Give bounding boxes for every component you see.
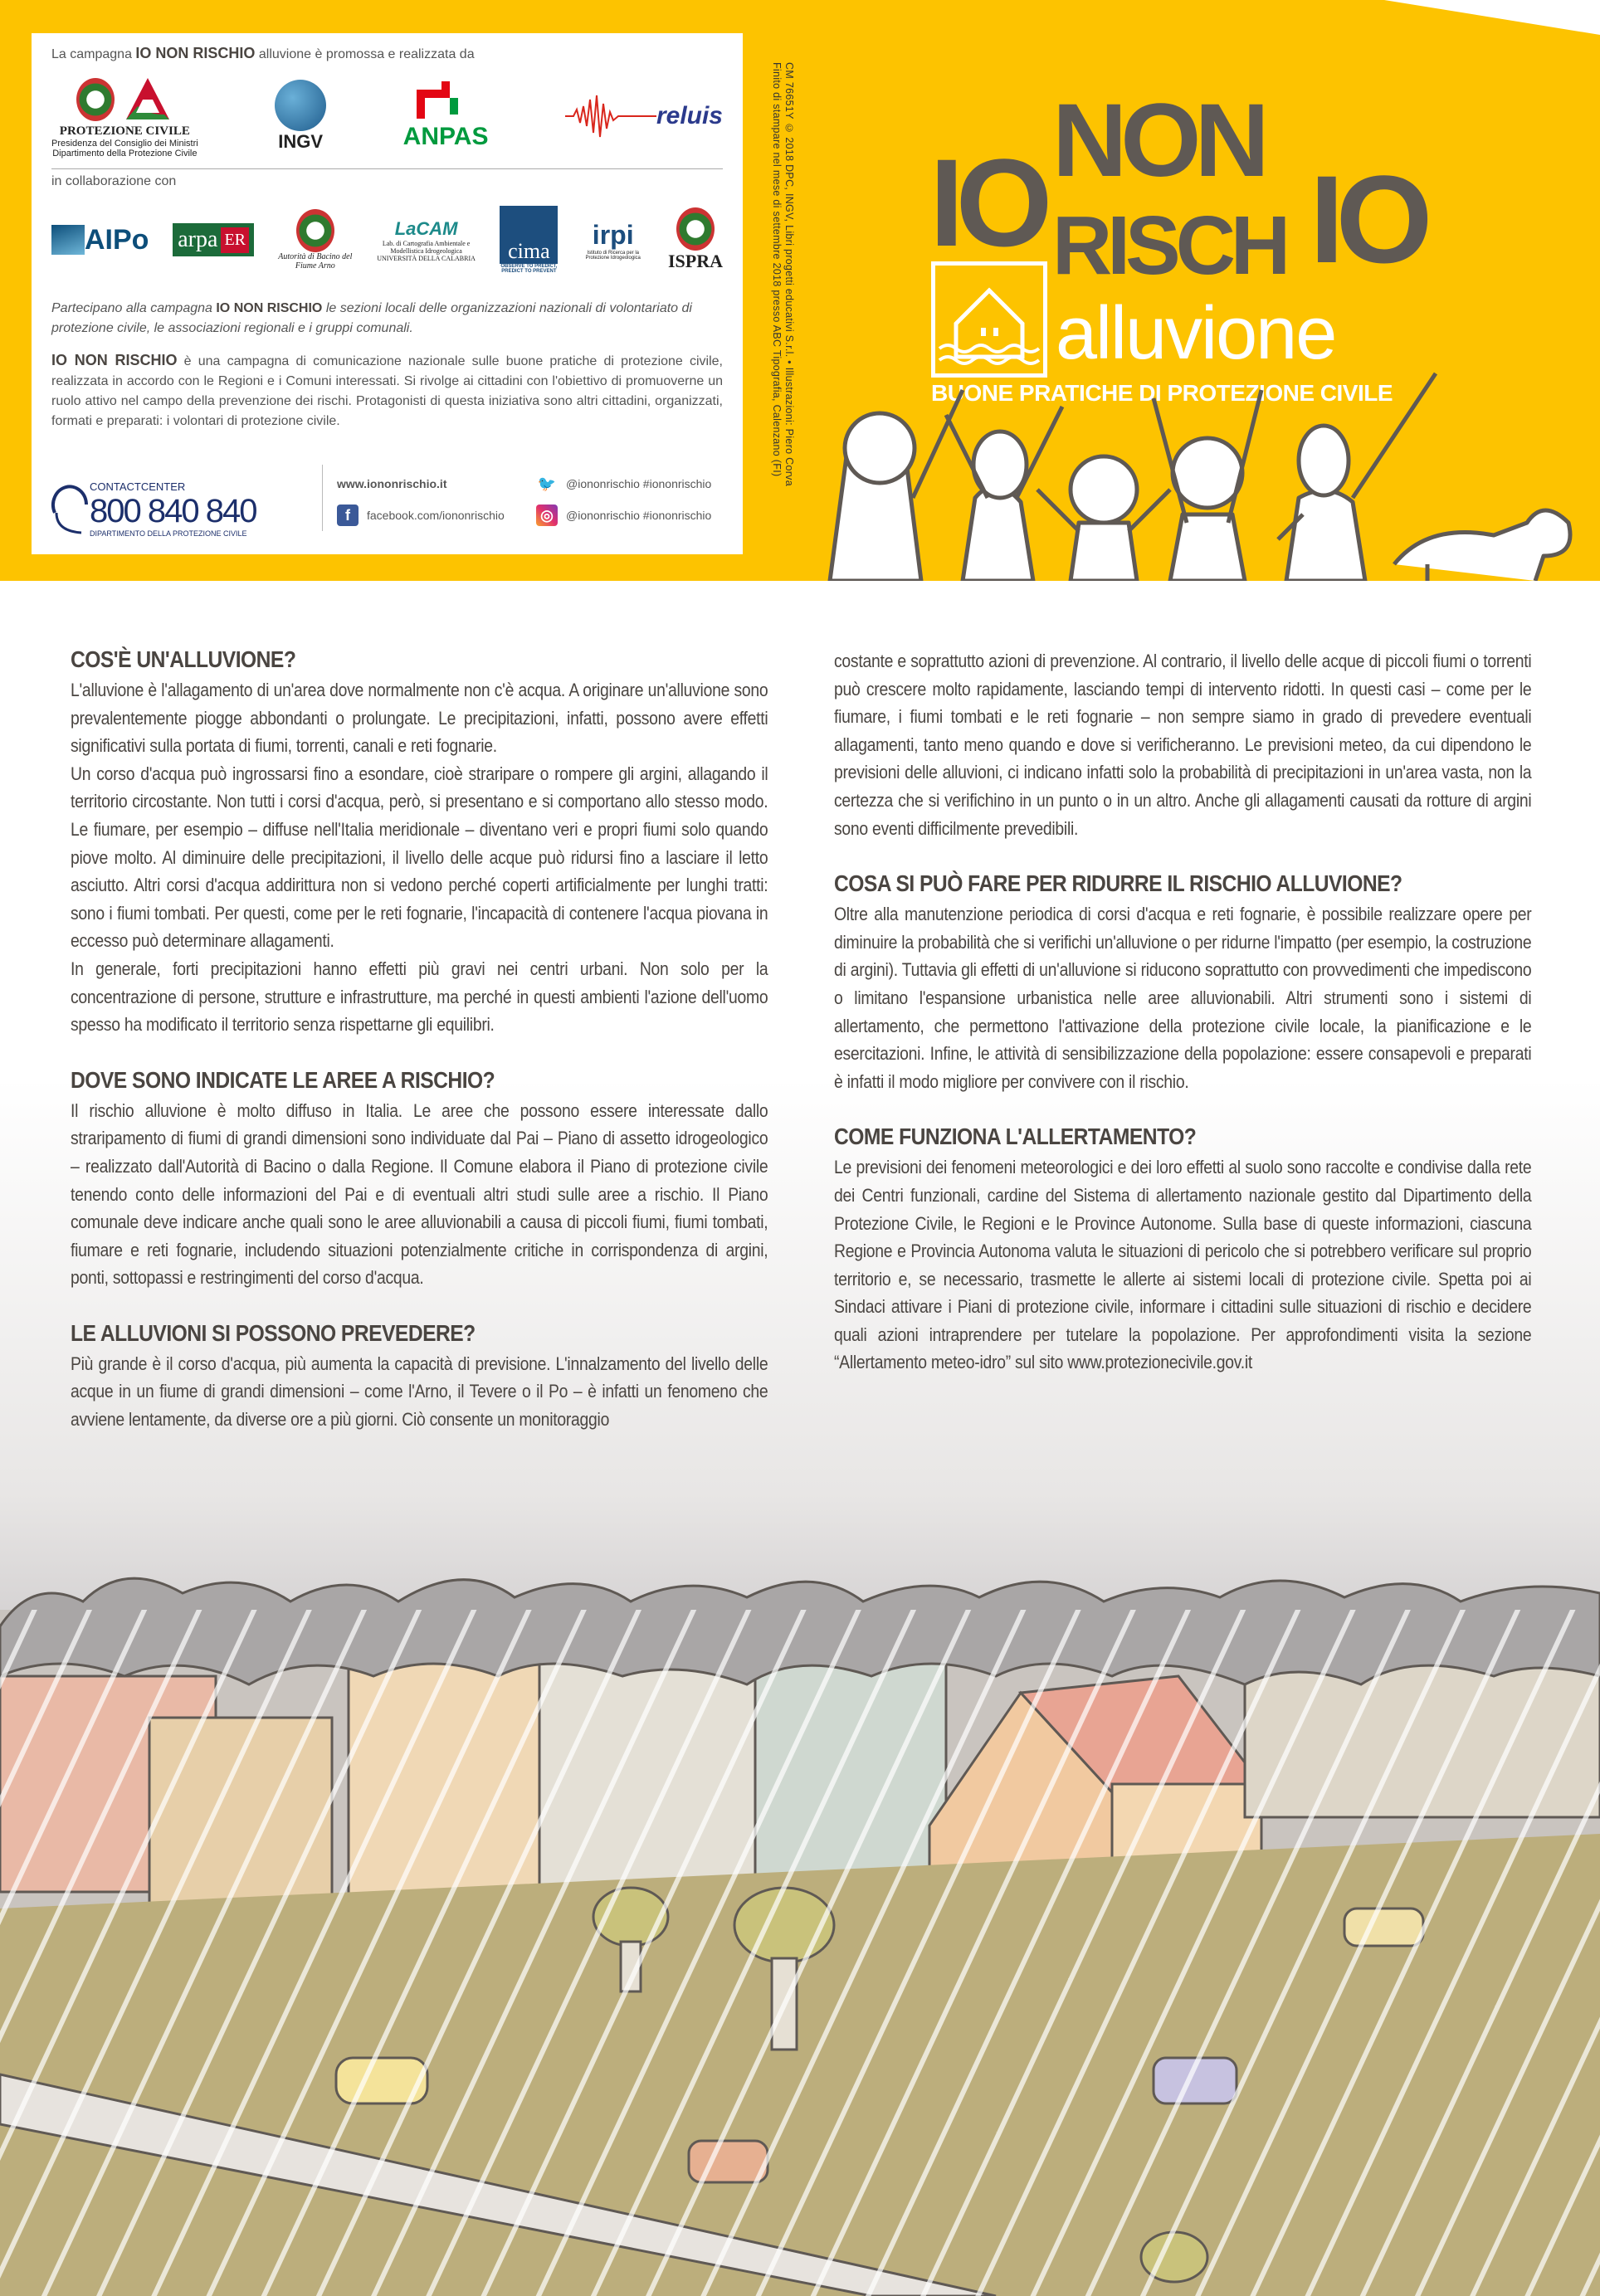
paragraph: Oltre alla manutenzione periodica di corsi d'acqua e reti fognarie, è possibile realizzare opere per diminuire la probabilità che si verifichi un'alluvione o per ridurne l'impatto (per esempio, la costruzione di argini). Tuttavia gli effetti di un'alluvione si riducono soprattutto con provvedimenti che impediscono o limitano l'espansione urbanistica nelle aree alluvionabili. Altri strumenti sono i sistemi di allertamento, che permettono l'attivazione della protezione civile locale, la pianificazione e le esercitazioni. Infine, le attività di sensibilizzazione della popolazione: essere consapevoli e preparati è infatti il modo migliore per convivere con il rischio. <box>834 904 1532 1092</box>
cheering-people-illustration <box>797 357 1600 581</box>
irpi-logo: irpi Istituto di Ricerca per la Protezione Idrogeologica <box>585 219 641 261</box>
facebook-link[interactable]: facebook.com/iononrischio <box>367 509 505 522</box>
paragraph: Più grande è il corso d'acqua, più aumenta la capacità di previsione. L'innalzamento del livello delle acque in un fiume di grandi dimensioni – come l'Arno, il Tevere o il Po – è infatti un fenomeno che avviene lentamente, da diverse ore a più giorni. Ciò consente un monitoraggio <box>71 1353 768 1431</box>
left-column <box>71 643 768 1434</box>
protezione-civile-logo: PROTEZIONE CIVILE Presidenza del Consiglio dei Ministri Dipartimento della Protezione Civile <box>51 75 198 158</box>
aipo-logo: AIPo <box>51 224 149 256</box>
section-heading: COSA SI PUÒ FARE PER RIDURRE IL RISCHIO ALLUVIONE? <box>834 870 1402 897</box>
twitter-icon: 🐦 <box>537 475 557 492</box>
globe-icon <box>275 80 326 131</box>
facebook-icon: f <box>337 505 359 526</box>
section-heading: COME FUNZIONA L'ALLERTAMENTO? <box>834 1124 1197 1150</box>
twitter-link[interactable]: @iononrischio #iononrischio <box>566 477 712 490</box>
promoter-logos <box>51 71 723 162</box>
flooded-city-illustration <box>0 1560 1600 2296</box>
instagram-icon: ◎ <box>536 505 558 526</box>
headset-icon <box>48 480 90 538</box>
cima-logo: cima OBSERVE TO PREDICT, PREDICT TO PREVENT <box>500 206 558 274</box>
paragraph: costante e soprattutto azioni di prevenzione. Al contrario, il livello delle acque di piccoli fiumi o torrenti può crescere molto rapidamente, lasciando tempi di intervento ridotti. In questi casi – come per le fiumare, i fiumi tombati e le reti fognarie – non sempre siamo in grado di prevedere eventuali allagamenti, tanto meno quando e dove si verificheranno. Le previsioni meteo, da cui dipendono le previsioni delle alluvioni, ci indicano infatti solo la probabilità di precipitazioni in un'area vasta, non la certezza che si verifichino in un punto o in un altro. Anche gli allagamenti causati da rotture di argini sono eventi difficilmente prevedibili. <box>834 651 1532 839</box>
ingv-logo: INGV <box>275 80 326 153</box>
paragraph: Le previsioni dei fenomeni meteorologici e dei loro effetti al suolo sono raccolte e condivise dalla rete dei Centri funzionali, cardine del Sistema di allertamento nazionale gestito dal Dipartimento della Protezione Civile, le Regioni e le Province Autonome. Sulla base di queste informazioni, ciascuna Regione e Provincia Autonoma valuta le situazioni di pericolo che si potrebbero verificare sul proprio territorio e, se necessario, trasmette le allerte ai sistemi locali di protezione civile. Spetta poi ai Sindaci attivare i Piani di protezione civile, informare i cittadini sulle situazioni di rischio e decidere quali azioni intraprendere per tutelare la popolazione. Per approfondimenti visita la sezione “Allertamento meteo-idro” sul sito www.protezionecivile.gov.it <box>834 1157 1532 1373</box>
website-link[interactable]: www.iononrischio.it <box>337 477 447 490</box>
social-links <box>337 468 735 531</box>
paragraph: Un corso d'acqua può ingrossarsi fino a esondare, cioè straripare o rompere gli argini, allagando il territorio circostante. Non tutti i corsi d'acqua, però, si presentano e si comportano allo stesso modo. Le fiumare, per esempio – diffuse nell'Italia meridionale – diventano veri e propri fiumi solo quando piove molto. Al diminuire delle precipitazioni, il livello delle acque può ridursi fino a lasciare il letto asciutto. Altri corsi d'acqua addirittura non si vedono perché coperti artificialmente per lunghi tratti: sono i fiumi tombati. Per questi, come per le reti fognarie, l'incapacità di contenere l'acqua piovana in eccesso può determinare allagamenti. <box>71 763 768 952</box>
campaign-description: IO NON RISCHIO è una campagna di comunicazione nazionale sulle buone pratiche di protezione civile, realizzata in accordo con le Regioni e i Comuni interessati. Si rivolge ai cittadini con l'obiettivo di promuoverne un ruolo attivo nel campo della prevenzione dei rischi. Protagonisti di questa iniziativa sono altri cittadini, organizzati, formati e preparati: i volontari di protezione civile. <box>51 352 723 428</box>
divider <box>322 465 323 531</box>
collaborator-logos <box>51 194 723 285</box>
republic-emblem-icon <box>676 207 715 251</box>
promoted-by-line: La campagna IO NON RISCHIO alluvione è promossa e realizzata da <box>51 45 475 61</box>
paragraph: In generale, forti precipitazioni hanno effetti più gravi nei centri urbani. Non solo per la concentrazione di persone, strutture e infrastrutture, ma perché in questi ambienti l'azione dell'uomo spesso ha modificato il territorio senza rispettarne gli equilibri. <box>71 958 768 1036</box>
aipo-wave-icon <box>51 225 85 255</box>
anpas-logo: ANPAS <box>403 81 489 151</box>
republic-emblem-icon <box>76 78 115 121</box>
section-heading: DOVE SONO INDICATE LE AREE A RISCHIO? <box>71 1066 495 1093</box>
paragraph: L'alluvione è l'allagamento di un'area dove normalmente non c'è acqua. A originare un'alluvione sono prevalentemente piogge abbondanti o prolungate. Le precipitazioni, infatti, possono avere effetti significativi sulla portata di fiumi, torrenti, canali e reti fognarie. <box>71 680 768 757</box>
contact-center[interactable]: CONTACTCENTER 800 840 840 DIPARTIMENTO DELLA PROTEZIONE CIVILE <box>48 480 256 538</box>
anpas-cross-icon <box>408 81 483 123</box>
page-corner <box>1384 0 1600 35</box>
republic-emblem-icon <box>296 209 334 252</box>
section-heading: LE ALLUVIONI SI POSSONO PREVEDERE? <box>71 1319 476 1346</box>
protezione-civile-triangle-icon <box>123 75 173 124</box>
section-heading: COS'È UN'ALLUVIONE? <box>71 646 296 672</box>
campaign-info-box <box>32 33 743 554</box>
paragraph: Il rischio alluvione è molto diffuso in Italia. Le aree che possono essere interessate dallo straripamento di fiumi di grandi dimensioni sono individuate dal Pai – Piano di assetto idrogeologico – realizzato dall'Autorità di Bacino o dalla Regione. Il Comune elabora il Piano di protezione civile tenendo conto delle informazioni del Pai e di eventuali altri studi sulle aree a rischio. Il Piano comunale deve indicare anche quali sono le aree alluvionabili a causa di piccoli fiumi, fiumi tombati, fiumare e reti fognarie, includendo situazioni potenzialmente critiche in corrispondenza di argini, ponti, sottopassi e restringimenti del corso d'acqua. <box>71 1099 768 1289</box>
divider <box>51 168 723 169</box>
cover-header <box>0 0 1600 581</box>
instagram-link[interactable]: @iononrischio #iononrischio <box>566 509 712 522</box>
participants-note: Partecipano alla campagna IO NON RISCHIO le sezioni locali delle organizzazioni nazionali di volontariato di protezione civile, le associazioni regionali e i gruppi comunali. <box>51 301 692 335</box>
ispra-logo: ISPRA <box>668 207 723 272</box>
print-credits: CM 76651Y © 2018 DPC, INGV, Libri progetti educativi S.r.l. • Illustrazioni: Piero Corva Finito di stampare nel mese di settembre 2018 presso ABC Tipografia, Calenzano (FI) <box>771 62 795 486</box>
autorita-bacino-arno-logo: Autorità di Bacino del Fiume Arno <box>278 209 353 271</box>
rain <box>0 1610 1600 2296</box>
lacam-logo: LaCAM Lab. di Cartografia Ambientale e Modellistica Idrogeologica UNIVERSITÀ DELLA CALABRIA <box>377 217 476 262</box>
arpa-er-logo: arpa ER <box>173 223 254 256</box>
seismograph-icon <box>565 91 656 141</box>
collaboration-label: in collaborazione con <box>51 174 177 188</box>
reluis-logo: reluis <box>565 91 723 141</box>
right-column <box>834 647 1531 1377</box>
io-non-rischio-logo: IO NON RISCH IO alluvione BUONE PRATICHE DI PROTEZIONE CIVILE <box>929 83 1425 406</box>
